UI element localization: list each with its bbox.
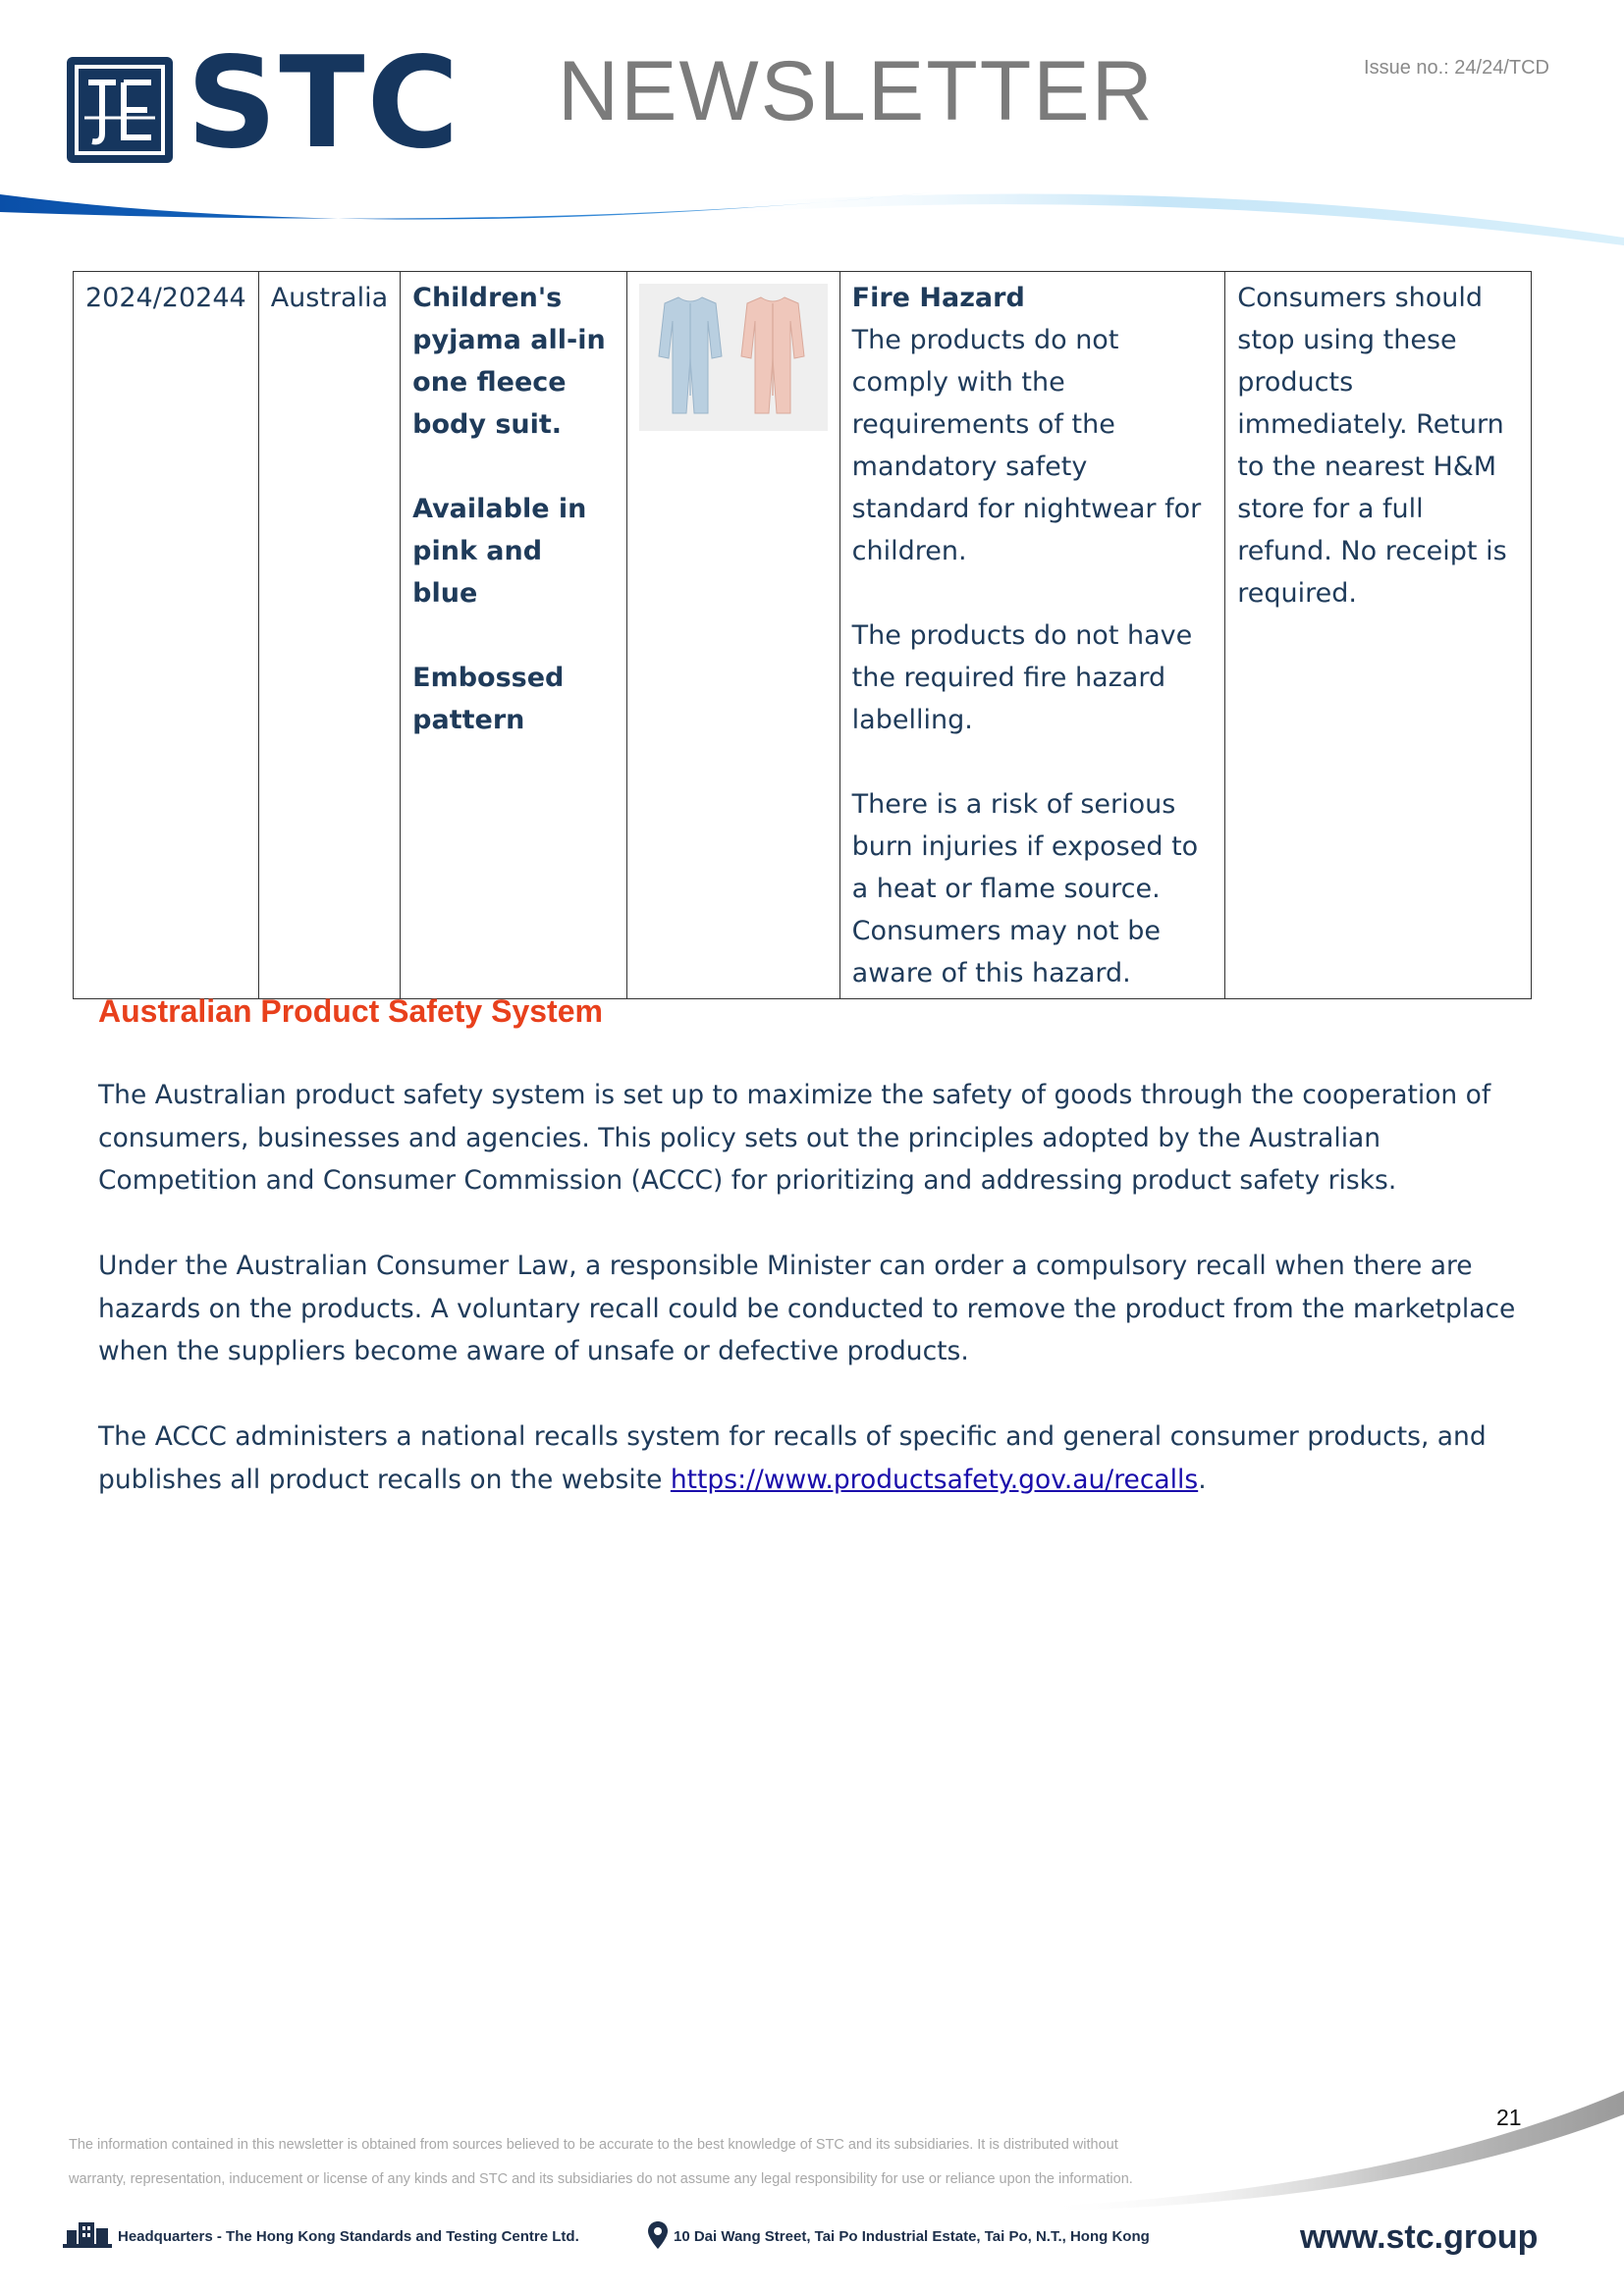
ref-number: 2024/20244 (85, 283, 246, 313)
hazard-description: The products do not comply with the requirements of the mandatory safety standard for nightwear for children. (851, 325, 1202, 566)
remedy-text: Consumers should stop using these products immediately. Return to the nearest H&M store for a full refund. No receipt is required. (1237, 283, 1507, 609)
hazard-description: There is a risk of serious burn injuries if exposed to a heat or flame source. Consumers may not be aware of this hazard. (851, 789, 1199, 988)
disclaimer (69, 2128, 1326, 2197)
footer-contact-bar (63, 2218, 1575, 2254)
section-body (98, 1074, 1532, 1544)
recalls-website-link[interactable]: https://www.productsafety.gov.au/recalls (670, 1464, 1199, 1495)
section-title: Australian Product Safety System (98, 993, 603, 1029)
stc-logo-text: STC (187, 30, 461, 177)
body-paragraph: The Australian product safety system is set up to maximize the safety of goods through the cooperation of consumers, businesses and agencies. This policy sets out the principles adopted by the Australian Competition and Consumer Commission (ACCC) for prioritizing and addressing product safety risks. (98, 1080, 1491, 1196)
hazard-description: The products do not have the required fire hazard labelling. (851, 620, 1193, 735)
product-line: one fleece (412, 367, 567, 398)
address-text: 10 Dai Wang Street, Tai Po Industrial Estate, Tai Po, N.T., Hong Kong (674, 2228, 1150, 2245)
country-cell (258, 272, 400, 999)
product-image-cell (626, 272, 839, 999)
ref-number-cell (74, 272, 259, 999)
product-pattern-line: Embossed (412, 663, 565, 693)
paragraph-text: . (1198, 1464, 1207, 1495)
country: Australia (270, 283, 389, 313)
paragraph-text: The ACCC administers a national recalls system for recalls of specific and general consumer products, and publishes all product recalls on the website (98, 1421, 1487, 1495)
page-number: 21 (1496, 2105, 1522, 2130)
hazard-title: Fire Hazard (851, 283, 1025, 313)
product-line: pyjama all-in (412, 325, 606, 355)
pyjama-product-image (639, 284, 828, 431)
header-swoosh-decoration (0, 177, 1624, 255)
remedy-cell (1225, 272, 1532, 999)
disclaimer-line: The information contained in this newsletter is obtained from sources believed to be accurate to the best knowledge of STC and its subsidiaries. It is distributed without (69, 2137, 1118, 2153)
body-paragraph (98, 1415, 1532, 1501)
website-text[interactable]: www.stc.group (1300, 2218, 1539, 2256)
headquarters-text: Headquarters - The Hong Kong Standards and Testing Centre Ltd. (118, 2228, 579, 2245)
stc-logo-mark-icon (67, 57, 173, 163)
product-cell (401, 272, 627, 999)
product-pattern-line: pattern (412, 705, 525, 735)
issue-number: Issue no.: 24/24/TCD (1364, 57, 1549, 79)
hazard-cell (839, 272, 1225, 999)
building-icon (63, 2218, 112, 2250)
location-pin-icon (648, 2221, 668, 2249)
product-line: body suit. (412, 409, 563, 440)
disclaimer-line: warranty, representation, inducement or license of any kinds and STC and its subsidiaries do not assume any legal responsibility for use or reliance upon the information. (69, 2171, 1133, 2187)
body-paragraph: Under the Australian Consumer Law, a responsible Minister can order a compulsory recall when there are hazards on the products. A voluntary recall could be conducted to remove the product from the marketplace when the suppliers become aware of unsafe or defective products. (98, 1251, 1516, 1366)
product-line: Children's (412, 283, 563, 313)
table-row (74, 272, 1532, 999)
product-variant-line: pink and blue (412, 536, 543, 609)
product-variant-line: Available in (412, 494, 587, 524)
newsletter-title: NEWSLETTER (558, 44, 1155, 138)
recall-table (73, 271, 1532, 999)
